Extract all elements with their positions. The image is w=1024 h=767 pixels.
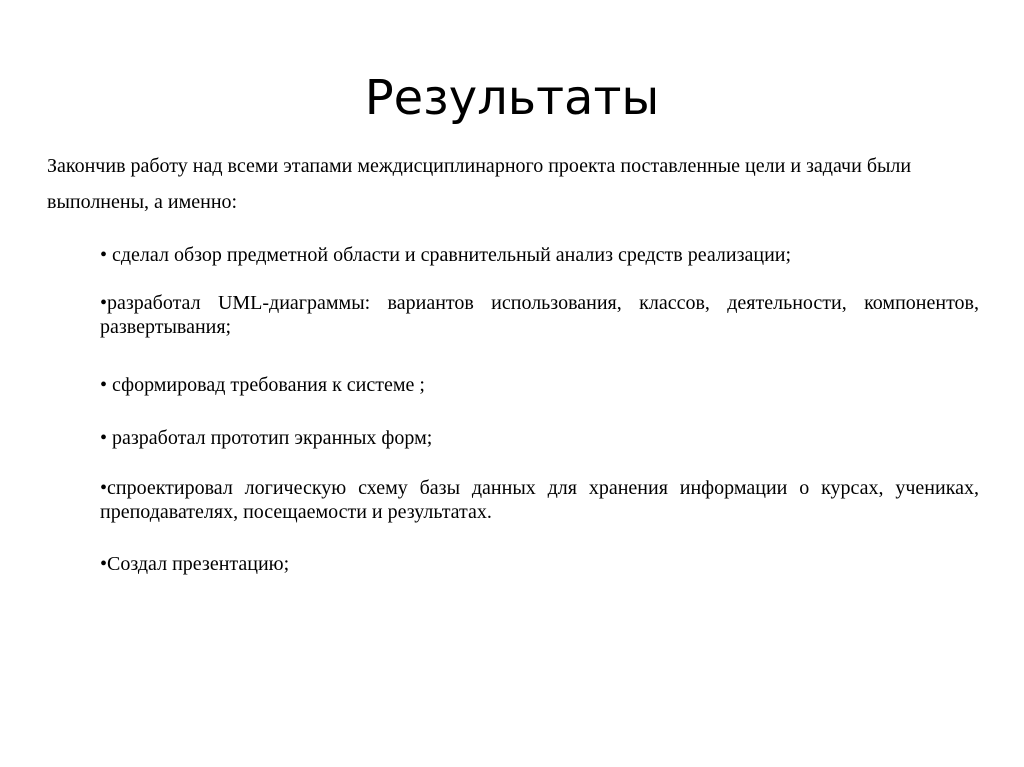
- list-item: •разработал UML-диаграммы: вариантов использования, классов, деятельности, компонентов, развертывания;: [100, 292, 979, 338]
- list-item: • разработал прототип экранных форм;: [100, 427, 433, 449]
- list-item: • сформировад требования к системе ;: [100, 374, 425, 396]
- intro-paragraph: Закончив работу над всеми этапами междисциплинарного проекта поставленные цели и задачи были выполнены, а именно:: [47, 155, 912, 213]
- results-list: [100, 243, 979, 576]
- list-item: •спроектировал логическую схему базы данных для хранения информации о курсах, учениках, преподавателях, посещаемости и результатах.: [100, 477, 979, 523]
- list-item: •Создал презентацию;: [100, 553, 290, 575]
- slide-title: Результаты: [364, 70, 660, 126]
- list-item: • сделал обзор предметной области и сравнительный анализ средств реализации;: [100, 244, 792, 266]
